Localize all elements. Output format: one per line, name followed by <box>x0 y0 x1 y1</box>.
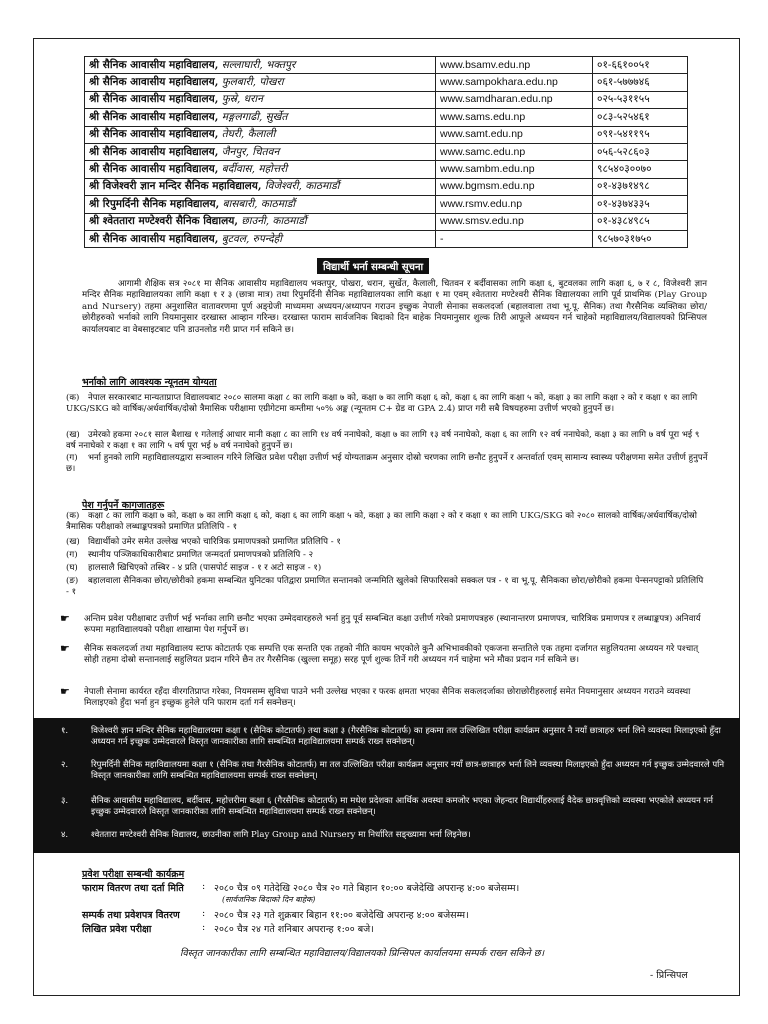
item-text: स्थानीय पञ्जिकाधिकारीबाट प्रमाणित जन्मदर्ता प्रमाणपत्रको प्रतिलिपि - २ <box>88 550 314 560</box>
notice-note <box>61 726 731 749</box>
note-number: ४. <box>61 830 69 840</box>
school-name: श्री सैनिक आवासीय महाविद्यालय, <box>89 93 219 106</box>
school-row <box>85 196 688 213</box>
school-phone: ०८३-५२५४६१ <box>593 109 688 126</box>
schedule-label: सम्पर्क तथा प्रवेशपत्र वितरण <box>82 910 180 921</box>
item-label: (ख) <box>66 430 80 440</box>
schedule-label: लिखित प्रवेश परीक्षा <box>82 924 152 935</box>
item-text: कक्षा ८ का लागि कक्षा ७ को, कक्षा ७ का लागि कक्षा ६ को, कक्षा ६ का लागि कक्षा ५ को, कक्षा ३ का लागि कक्षा २ को र कक्षा १ का लागि UKG/SKG को २०८० सालको वार्षिक/अर्धवार्षिक/दोस्रो त्रैमासिक परीक्षाको लब्धाङ्कपत्रको प्रमाणित प्रतिलिपि - १ <box>66 511 698 533</box>
school-name: श्री सैनिक आवासीय महाविद्यालय, <box>89 163 219 176</box>
notice-title: विद्यार्थी भर्ना सम्बन्धी सूचना <box>317 258 429 274</box>
item-text: उमेरको हकमा २०८१ साल बैशाख १ गतेलाई आधार मानी कक्षा ८ का लागि १४ वर्ष ननाघेको, कक्षा ७ का लागि १३ वर्ष ननाघेको, कक्षा ६ का लागि १२ वर्ष ननाघेको, कक्षा ३ का लागि ७ वर्ष पूरा भई ९ वर्ष ननाघेको र कक्षा १ का लागि ५ वर्ष पूरा भई ७ वर्ष ननाघेको हुनुपर्ने छ। <box>66 430 700 452</box>
intro-paragraph: आगामी शैक्षिक सत्र २०८१ मा सैनिक आवासीय महाविद्यालय भक्तपुर, पोखरा, धरान, सुर्खेत, कैलाली, चितवन र बर्दीवासका लागि कक्षा ६, बुटवलका लागि कक्षा ६, ७ र ८, विजेश्वरी ज्ञान मन्दिर सैनिक महाविद्यालयका लागि कक्षा १ र ३ (छात्रा मात्र) तथा रिपुमर्दिनी सैनिक महाविद्यालयका लागि कक्षा १ मा एवम् श्वेततारा मण्टेश्वरी सैनिक विद्यालयका लागि पूर्व प्राथमिक (Play Group and Nursery) तहमा अनुशासित वातावरणमा पूर्ण अङ्ग्रेजी माध्यममा अध्ययन/अध्यापन गराउन इच्छुक नेपाली सेनाका सकलदर्जा (बहालवाला तथा भू.पू. सैनिक) तथा गैरसैनिक व्यक्तिका छोरा/छोरीहरुको भर्नाको लागि नियमानुसार दरखास्त आव्हान गरिन्छ। दरखास्त फाराम सार्वजनिक बिदाको दिन बाहेक नियमानुसार शुल्क तिरी आफूले अध्ययन गर्न चाहेको महाविद्यालय/विद्यालयको प्रिन्सिपल कार्यालयबाट वा वेबसाइटबाट पनि डाउनलोड गरी प्राप्त गर्न सकिने छ। <box>82 279 707 335</box>
school-phone: ०१-६६१००५१ <box>593 57 688 74</box>
signature: - प्रिन्सिपल <box>650 970 688 981</box>
eligibility-item <box>66 393 708 415</box>
note-bullet: अन्तिम प्रवेश परीक्षाबाट उत्तीर्ण भई भर्नाका लागि छनौट भएका उम्मेदवारहरुले भर्ना हुनु पूर्व सम्बन्धित कक्षा उत्तीर्ण गरेको प्रमाणपत्रहरु (स्थानान्तरण प्रमाणपत्र, चारित्रिक प्रमाणपत्र र लब्धाङ्कपत्र) अनिवार्य रूपमा महाविद्यालयको परीक्षा शाखामा पेश गर्नुपर्ने छ। <box>84 614 701 636</box>
notice-note <box>61 760 731 783</box>
school-place: जैनपुर, चितवन <box>221 145 280 158</box>
item-text: नेपाल सरकारबाट मान्यताप्राप्त विद्यालयबाट २०८० सालमा कक्षा ८ का लागि कक्षा ७ को, कक्षा ७ का लागि कक्षा ६ को, कक्षा ६ का लागि कक्षा ५ को, कक्षा ३ का लागि कक्षा २ को र कक्षा १ का लागि UKG/SKG को वार्षिक/अर्धवार्षिक/दोस्रो त्रैमासिक परीक्षामा एग्रीगेटमा कम्तीमा ५०% अङ्क (न्यूनतम C+ ग्रेड वा GPA 2.4) प्राप्त गरी सबै विषयहरुमा उत्तीर्ण भएको हुनुपर्ने छ। <box>66 393 698 415</box>
note-text: सैनिक आवासीय महाविद्यालय, बर्दीवास, महोत्तरीमा कक्षा ६ (गैरसैनिक कोटातर्फ) मा मधेश प्रदेशका आर्थिक अवस्था कमजोर भएका जेहन्दार विद्यार्थीहरुलाई वैदेक छात्रवृत्तिको व्यवस्था भएकोले अध्ययन गर्न इच्छुक उम्मेदवारले विस्तृत जानकारीका लागि सम्बन्धित महाविद्यालयमा सम्पर्क राख्न सक्नेछन्। <box>91 796 714 818</box>
school-place: बासबारी, काठमाडौं <box>222 197 296 210</box>
item-text: बहालवाला सैनिकका छोरा/छोरीको हकमा सम्बन्धित युनिटका पतिद्वारा प्रमाणित सन्तानको जन्ममिति खुलेको सिफारिसको सक्कल पत्र - १ वा भू.पू. सैनिकका छोरा/छोरीको हकमा पेन्सनपट्टाको प्रतिलिपि - १ <box>66 576 704 598</box>
document-item <box>66 511 708 533</box>
schedule-row <box>82 922 722 936</box>
school-phone: ९८५४०३००७० <box>593 161 688 178</box>
school-website[interactable]: www.sampokhara.edu.np <box>436 74 593 91</box>
eligibility-item <box>66 453 708 475</box>
school-row <box>85 230 688 247</box>
item-label: (ग) <box>66 453 78 463</box>
note-number: २. <box>61 760 69 770</box>
school-row <box>85 126 688 143</box>
school-name-cell <box>85 213 436 230</box>
school-row <box>85 109 688 126</box>
school-row <box>85 161 688 178</box>
eligibility-item <box>66 430 708 452</box>
school-phone: ०५६-५२८६०३ <box>593 143 688 160</box>
pointing-hand-icon: ☛ <box>60 642 70 655</box>
schedule-value: २०८० चैत्र २४ गते शनिबार अपरान्ह १:०० बजे। <box>214 924 374 935</box>
schedule-colon: : <box>202 881 206 892</box>
school-name: श्री रिपुमर्दिनी सैनिक महाविद्यालय, <box>89 197 220 210</box>
note-number: ३. <box>61 796 69 806</box>
school-name-cell <box>85 126 436 143</box>
school-website[interactable]: www.bsamv.edu.np <box>436 57 593 74</box>
school-website[interactable]: www.samc.edu.np <box>436 143 593 160</box>
document-item <box>66 563 708 574</box>
school-place: छाउनी, काठमाडौं <box>241 215 307 228</box>
note-text: रिपुमर्दिनी सैनिक महाविद्यालयमा कक्षा १ (सैनिक तथा गैरसैनिक कोटातर्फ) मा तल उल्लिखित परीक्षा कार्यक्रम अनुसार नयाँ छात्र-छात्राहरु भर्ना लिने व्यवस्था मिलाइएको हुँदा अध्ययन गर्न इच्छुक उम्मेदवारले पनि विस्तृत जानकारीका लागि सम्बन्धित महाविद्यालयमा सम्पर्क राख्न सक्नेछन्। <box>91 760 725 782</box>
note-number: १. <box>61 726 69 736</box>
notes-block <box>33 718 740 853</box>
schools-table <box>84 56 688 248</box>
document-item <box>66 537 708 548</box>
school-name-cell <box>85 196 436 213</box>
schedule-row <box>82 908 722 922</box>
school-name: श्री सैनिक आवासीय महाविद्यालय, <box>89 145 219 158</box>
school-row <box>85 178 688 195</box>
school-place: मङ्गलगाढी, सुर्खेत <box>221 110 288 123</box>
school-name-cell <box>85 161 436 178</box>
school-name-cell <box>85 143 436 160</box>
schedule-value: २०८० चैत्र २३ गते शुक्रबार बिहान ११:०० बजेदेखि अपरान्ह ४:०० बजेसम्म। <box>214 910 469 921</box>
pointing-hand-icon: ☛ <box>60 685 70 698</box>
school-place: सल्लाघारी, भक्तपुर <box>221 58 296 71</box>
school-website[interactable]: www.rsmv.edu.np <box>436 196 593 213</box>
note-bullet: नेपाली सेनामा कार्यरत रहँदा वीरगतिप्राप्त गरेका, नियमसम्म सुविधा पाउने भनी उल्लेख भएका र फरक क्षमता भएका सैनिक सकलदर्जाका छोराछोरीहरुलाई समेत नियमानुसार अध्ययन गराउने व्यवस्था मिलाइएको हुँदा भर्ना हुन इच्छुक हुनेले पनि फाराम दर्ता गर्न सक्नेछन्। <box>84 687 691 709</box>
document-item <box>66 576 708 598</box>
schedule-label: फाराम वितरण तथा दर्ता मिति <box>82 883 184 894</box>
item-label: (क) <box>66 393 80 403</box>
school-row <box>85 57 688 74</box>
item-label: (ङ) <box>66 576 79 586</box>
school-website[interactable]: www.sambm.edu.np <box>436 161 593 178</box>
item-label: (ग) <box>66 550 78 560</box>
item-text: विद्यार्थीको उमेर समेत उल्लेख भएको चारित्रिक प्रमाणपत्रको प्रमाणित प्रतिलिपि - १ <box>88 537 341 547</box>
schedule-title: प्रवेश परीक्षा सम्बन्धी कार्यक्रम <box>82 869 185 880</box>
school-website[interactable]: www.smsv.edu.np <box>436 213 593 230</box>
school-row <box>85 143 688 160</box>
school-phone: ०१-४३८४९८५ <box>593 213 688 230</box>
school-name: श्री श्वेततारा मण्टेश्वरी सैनिक विद्यालय, <box>89 215 239 228</box>
school-place: बर्दीवास, महोत्तरी <box>221 163 288 176</box>
notice-note <box>61 796 731 819</box>
school-place: तेघरी, कैलाली <box>221 128 276 141</box>
school-website[interactable]: www.sams.edu.np <box>436 109 593 126</box>
school-website[interactable]: www.bgmsm.edu.np <box>436 178 593 195</box>
school-name: श्री विजेश्वरी ज्ञान मन्दिर सैनिक महाविद्यालय, <box>89 180 262 193</box>
school-website[interactable]: www.samdharan.edu.np <box>436 91 593 108</box>
school-name-cell <box>85 91 436 108</box>
item-text: हालसालै खिचिएको तस्बिर - ४ प्रति (पासपोर्ट साइज - १ र अटो साइज - १) <box>88 563 322 573</box>
school-name-cell <box>85 230 436 247</box>
item-label: (ख) <box>66 537 80 547</box>
school-place: बुटवल, रुपन्देही <box>221 232 282 245</box>
school-place: विजेश्वरी, काठमाडौं <box>264 180 340 193</box>
school-row <box>85 74 688 91</box>
documents-heading: पेश गर्नुपर्ने कागजातहरू <box>82 500 165 511</box>
school-name: श्री सैनिक आवासीय महाविद्यालय, <box>89 58 219 71</box>
document-item <box>66 550 708 561</box>
school-phone: ०१-४३७१४९८ <box>593 178 688 195</box>
note-text: विजेश्वरी ज्ञान मन्दिर सैनिक महाविद्यालयमा कक्षा १ (सैनिक कोटातर्फ) तथा कक्षा ३ (गैरसैनिक कोटातर्फ) का हकमा तल उल्लिखित परीक्षा कार्यक्रम अनुसार नै नयाँ छात्राहरु भर्ना लिने व्यवस्था मिलाइएको हुँदा अध्ययन गर्न इच्छुक उम्मेदवारले विस्तृत जानकारीका लागि सम्बन्धित महाविद्यालयमा सम्पर्क राख्न सक्नेछन्। <box>91 726 721 748</box>
school-phone: ९८५७०३१७५० <box>593 230 688 247</box>
school-phone: ०९१-५४११९५ <box>593 126 688 143</box>
schedule-subnote: (सार्वजनिक बिदाको दिन बाहेक) <box>222 895 316 904</box>
school-website[interactable]: www.samt.edu.np <box>436 126 593 143</box>
pointing-hand-icon: ☛ <box>60 612 70 625</box>
notice-note <box>61 830 731 841</box>
note-bullet: सैनिक सकलदर्जा तथा महाविद्यालय स्टाफ कोटातर्फ एक सम्पत्ति एक सन्तति एक तहको नीति कायम भएकोले कुनै अभिभावकीको एकजना सन्ततिले एक तहमा दर्जागत सहुलियतमा अध्ययन गरे पश्चात् सोही तहमा दोस्रो सन्तानलाई सहुलियत प्रदान गरिने छैन तर गैरसैनिक (खुल्ला समूह) सरह पूर्ण शुल्क तिर्ने गरी अध्ययन गर्न चाहेमा भने मौका प्रदान गर्न सकिने छ। <box>84 644 699 666</box>
item-text: भर्ना हुनको लागि महाविद्यालयद्वारा सञ्चालन गरिने लिखित प्रवेश परीक्षा उत्तीर्ण भई योग्यताक्रम अनुसार दोस्रो चरणका लागि छनौट हुनुपर्ने र अन्तर्वार्ता एवम् सामान्य स्वास्थ्य परीक्षणमा समेत उत्तीर्ण हुनुपर्ने छ। <box>66 453 708 475</box>
school-name: श्री सैनिक आवासीय महाविद्यालय, <box>89 232 219 245</box>
eligibility-heading: भर्नाको लागि आवश्यक न्यूनतम योग्यता <box>82 377 217 388</box>
school-website[interactable]: - <box>436 230 593 247</box>
school-phone: ०६१-५७७७४६ <box>593 74 688 91</box>
school-name-cell <box>85 109 436 126</box>
school-name: श्री सैनिक आवासीय महाविद्यालय, <box>89 110 219 123</box>
item-label: (घ) <box>66 563 78 573</box>
school-phone: ०१-४३७४३३५ <box>593 196 688 213</box>
schedule-colon: : <box>202 922 206 933</box>
school-name: श्री सैनिक आवासीय महाविद्यालय, <box>89 76 219 89</box>
schedule-value: २०८० चैत्र ०९ गतेदेखि २०८० चैत्र २० गते बिहान १०:०० बजेदेखि अपरान्ह ४:०० बजेसम्म। <box>214 883 520 894</box>
school-name-cell <box>85 57 436 74</box>
school-place: फुलबारी, पोखरा <box>221 76 284 89</box>
schedule-colon: : <box>202 908 206 919</box>
footer-note: विस्तृत जानकारीका लागि सम्बन्धित महाविद्यालय/विद्यालयको प्रिन्सिपल कार्यालयमा सम्पर्क राख्न सकिने छ। <box>180 948 545 959</box>
school-name-cell <box>85 74 436 91</box>
note-text: श्वेततारा मण्टेश्वरी सैनिक विद्यालय, छाउनीका लागि Play Group and Nursery मा निर्धारित सङ्ख्यामा भर्ना लिइनेछ। <box>91 830 471 840</box>
school-name: श्री सैनिक आवासीय महाविद्यालय, <box>89 128 219 141</box>
item-label: (क) <box>66 511 80 521</box>
school-place: फुस्रे, धरान <box>221 93 263 106</box>
school-phone: ०२५-५३११५५ <box>593 91 688 108</box>
schedule-row <box>82 881 722 904</box>
school-name-cell <box>85 178 436 195</box>
school-row <box>85 213 688 230</box>
school-row <box>85 91 688 108</box>
